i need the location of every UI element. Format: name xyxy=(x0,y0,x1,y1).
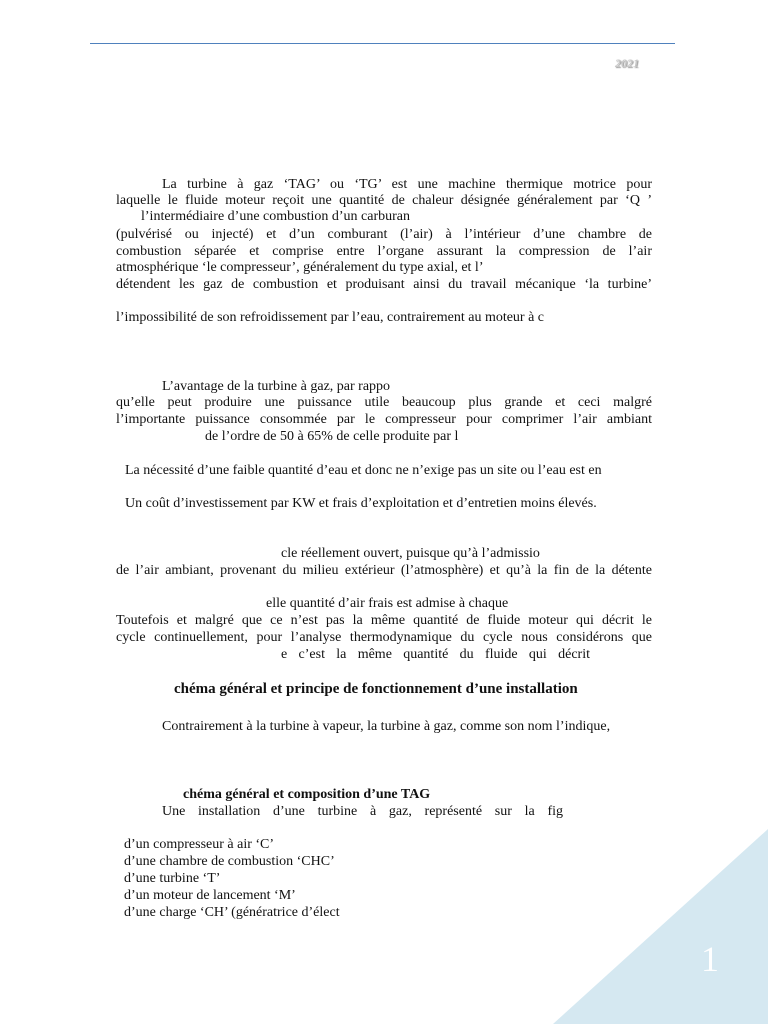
p1-line4: (pulvérisé ou injecté) et d’un comburant (l’air) à l’intérieur d’une chambre de xyxy=(116,227,652,242)
section2-heading: chéma général et composition d’une TAG xyxy=(183,787,431,802)
p1-line5: combustion séparée et comprise entre l’organe assurant la compression de l’air xyxy=(116,244,652,259)
section2-intro: Une installation d’une turbine à gaz, représenté sur la fig xyxy=(162,804,563,819)
p2-line4: de l’ordre de 50 à 65% de celle produite par l xyxy=(205,429,459,444)
water-point: La nécessité d’une faible quantité d’eau et donc ne n’exige pas un site ou l’eau est en xyxy=(125,463,602,478)
component-item: d’une turbine ‘T’ xyxy=(124,871,221,886)
section1-heading: chéma général et principe de fonctionnement d’une installation xyxy=(174,681,578,697)
header-year: 2021 xyxy=(615,56,639,70)
p2-line2: qu’elle peut produire une puissance utile beaucoup plus grande et ceci malgré xyxy=(116,395,652,410)
p1-line6: atmosphérique ‘le compresseur’, généralement du type axial, et l’ xyxy=(116,260,484,275)
p1-line8: l’impossibilité de son refroidissement par l’eau, contrairement au moteur à c xyxy=(116,310,545,325)
p4-line3: cycle continuellement, pour l’analyse thermodynamique du cycle nous considérons que xyxy=(116,630,652,645)
cost-point: Un coût d’investissement par KW et frais d’exploitation et d’entretien moins élevés. xyxy=(125,496,597,511)
component-item: d’une chambre de combustion ‘CHC’ xyxy=(124,854,335,869)
p1-line3: l’intermédiaire d’une combustion d’un carburan xyxy=(141,209,411,224)
section1-text: Contrairement à la turbine à vapeur, la turbine à gaz, comme son nom l’indique, xyxy=(162,719,611,734)
p1-line7: détendent les gaz de combustion et produisant ainsi du travail mécanique ‘la turbine’ xyxy=(116,277,652,292)
p4-line4: e c’est la même quantité du fluide qui décrit xyxy=(281,647,590,662)
component-item: d’un moteur de lancement ‘M’ xyxy=(124,888,296,903)
p4-line1: elle quantité d’air frais est admise à chaque xyxy=(266,596,509,611)
component-item: d’un compresseur à air ‘C’ xyxy=(124,837,275,852)
p4-line2: Toutefois et malgré que ce n’est pas la même quantité de fluide moteur qui décrit le xyxy=(116,613,652,628)
p1-line1: La turbine à gaz ‘TAG’ ou ‘TG’ est une machine thermique motrice pour xyxy=(162,177,652,192)
p2-line1: L’avantage de la turbine à gaz, par rappo xyxy=(162,379,391,394)
p2-line3: l’importante puissance consommée par le compresseur pour comprimer l’air ambiant xyxy=(116,412,652,427)
p3-line1: cle réellement ouvert, puisque qu’à l’admissio xyxy=(281,546,540,561)
p3-line2: de l’air ambiant, provenant du milieu extérieur (l’atmosphère) et qu’à la fin de la détente xyxy=(116,563,652,578)
component-item: d’une charge ‘CH’ (génératrice d’élect xyxy=(124,905,340,920)
p1-line2: laquelle le fluide moteur reçoit une quantité de chaleur désignée généralement par ‘Q ’ xyxy=(116,193,652,208)
corner-decoration xyxy=(553,829,768,1024)
page-number: 1 xyxy=(701,939,719,979)
header-rule xyxy=(90,43,675,44)
